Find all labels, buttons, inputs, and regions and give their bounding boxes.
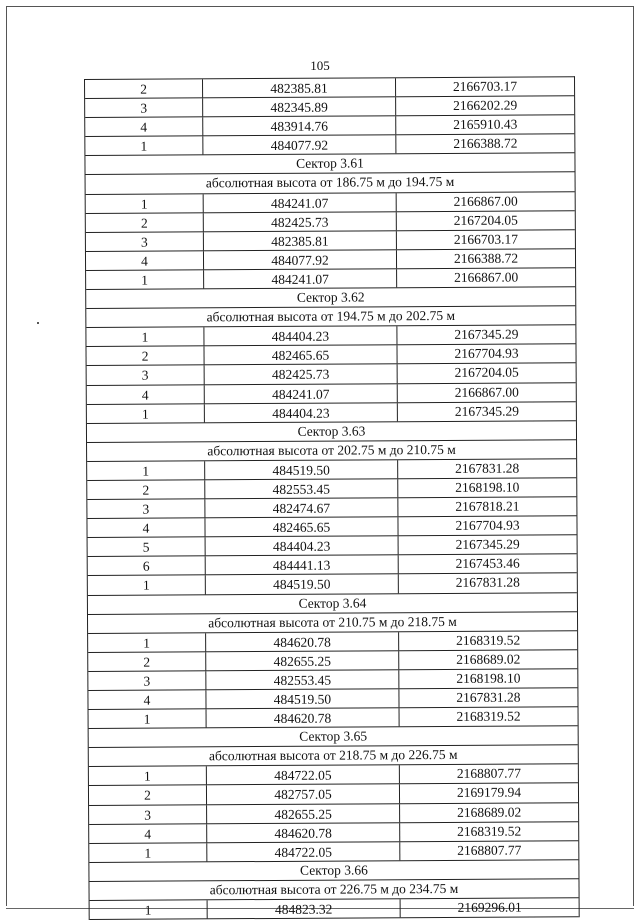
x-coordinate-cell: 484519.50 xyxy=(205,460,398,479)
point-number-cell: 4 xyxy=(89,824,207,843)
point-number-cell: 4 xyxy=(87,385,205,404)
point-number-cell: 1 xyxy=(89,767,207,786)
point-number-cell: 5 xyxy=(88,538,206,557)
x-coordinate-cell: 482385.81 xyxy=(203,78,396,97)
y-coordinate-cell: 2169296.01 xyxy=(457,899,522,915)
x-coordinate-cell: 484441.13 xyxy=(206,556,399,575)
sector-title: Сектор 3.66 xyxy=(89,860,578,882)
point-number-cell: 4 xyxy=(85,118,203,137)
point-number-cell: 2 xyxy=(86,347,204,366)
y-coordinate-cell: 2166703.17 xyxy=(452,78,518,94)
point-number-cell: 1 xyxy=(86,328,204,347)
x-coordinate-cell: 482425.73 xyxy=(204,212,397,231)
sector-title: Сектор 3.62 xyxy=(86,287,575,309)
x-coordinate-cell: 484823.32 xyxy=(208,899,401,918)
point-number-cell: 4 xyxy=(88,690,206,709)
y-coordinate-cell: 2168198.10 xyxy=(456,670,521,686)
y-coordinate-cell: 2167204.05 xyxy=(454,364,519,381)
y-coordinate-cell: 2168689.02 xyxy=(456,651,521,667)
point-number-cell: 1 xyxy=(89,843,207,862)
point-number-cell: 3 xyxy=(86,232,204,251)
y-coordinate-cell: 2167204.05 xyxy=(453,212,518,228)
y-coordinate-cell: 2168689.02 xyxy=(456,804,522,820)
point-number-cell: 2 xyxy=(86,213,204,232)
y-coordinate-cell: 2167453.46 xyxy=(455,555,520,572)
point-number-cell: 3 xyxy=(85,98,203,117)
x-coordinate-cell: 484519.50 xyxy=(206,689,399,708)
y-coordinate-cell: 2168807.77 xyxy=(457,842,522,858)
y-coordinate-cell: 2167831.28 xyxy=(456,689,521,705)
point-number-cell: 1 xyxy=(86,194,204,213)
x-coordinate-cell: 484404.23 xyxy=(204,326,397,345)
x-coordinate-cell: 484077.92 xyxy=(204,250,397,269)
x-coordinate-cell: 484404.23 xyxy=(205,403,398,422)
coordinates-table xyxy=(84,76,580,920)
y-coordinate-cell: 2166388.72 xyxy=(453,250,519,266)
point-number-cell: 3 xyxy=(87,499,205,518)
point-number-cell: 3 xyxy=(88,671,206,690)
point-number-cell: 2 xyxy=(88,652,206,671)
point-number-cell: 2 xyxy=(87,480,205,499)
point-number-cell: 3 xyxy=(87,366,205,385)
x-coordinate-cell: 482655.25 xyxy=(206,651,399,670)
y-coordinate-cell: 2167704.93 xyxy=(454,345,519,362)
y-coordinate-cell: 2168319.52 xyxy=(457,823,522,839)
x-coordinate-cell: 482385.81 xyxy=(204,231,397,250)
x-coordinate-cell: 482553.45 xyxy=(206,670,399,689)
x-coordinate-cell: 484241.07 xyxy=(205,384,398,403)
y-coordinate-cell: 2167831.28 xyxy=(455,460,520,476)
point-number-cell: 4 xyxy=(87,518,205,537)
x-coordinate-cell: 484620.78 xyxy=(206,632,399,651)
x-coordinate-cell: 484519.50 xyxy=(206,575,399,594)
sector-altitude: абсолютная высота от 226.75 м до 234.75 м xyxy=(89,879,578,901)
point-number-cell: 3 xyxy=(89,805,207,824)
y-coordinate-cell: 2167345.29 xyxy=(454,403,519,419)
y-coordinate-cell: 2167704.93 xyxy=(455,517,520,534)
x-coordinate-cell: 482655.25 xyxy=(207,804,400,823)
y-coordinate-cell: 2166867.00 xyxy=(453,193,518,209)
point-number-cell: 1 xyxy=(85,137,203,156)
y-coordinate-cell: 2167831.28 xyxy=(455,575,520,591)
sector-title: Сектор 3.63 xyxy=(87,421,576,443)
y-coordinate-cell: 2165910.43 xyxy=(453,116,518,133)
x-coordinate-cell: 484241.07 xyxy=(204,269,397,288)
sector-title: Сектор 3.65 xyxy=(89,726,578,748)
x-coordinate-cell: 482757.05 xyxy=(207,785,400,804)
sector-altitude: абсолютная высота от 202.75 м до 210.75 м xyxy=(87,440,576,462)
point-number-cell: 2 xyxy=(85,79,203,98)
x-coordinate-cell: 482465.65 xyxy=(205,517,398,536)
x-coordinate-cell: 484241.07 xyxy=(204,193,397,212)
point-number-cell: 6 xyxy=(88,557,206,576)
x-coordinate-cell: 484722.05 xyxy=(207,766,400,785)
y-coordinate-cell: 2168807.77 xyxy=(456,765,521,782)
x-coordinate-cell: 482474.67 xyxy=(205,498,398,517)
page-number: 105 xyxy=(310,58,330,73)
table-row xyxy=(90,898,579,920)
y-coordinate-cell: 2166867.00 xyxy=(454,384,519,400)
point-number-cell: 1 xyxy=(88,576,206,595)
point-number-cell: 1 xyxy=(87,404,205,423)
x-coordinate-cell: 482553.45 xyxy=(205,479,398,498)
y-coordinate-cell: 2167818.21 xyxy=(455,498,520,514)
y-coordinate-cell: 2168319.52 xyxy=(456,632,521,648)
point-number-cell: 1 xyxy=(87,461,205,480)
sector-altitude: абсолютная высота от 186.75 м до 194.75 м xyxy=(86,173,575,195)
x-coordinate-cell: 484404.23 xyxy=(206,537,399,556)
y-coordinate-cell: 2166703.17 xyxy=(453,231,519,247)
y-coordinate-cell: 2168198.10 xyxy=(455,479,520,495)
x-coordinate-cell: 484620.78 xyxy=(207,708,400,727)
y-coordinate-cell: 2166202.29 xyxy=(453,97,518,114)
sector-altitude: абсолютная высота от 218.75 м до 226.75 м xyxy=(89,746,578,768)
sector-altitude: абсолютная высота от 210.75 м до 218.75 м xyxy=(88,612,577,634)
sector-title: Сектор 3.61 xyxy=(85,154,574,176)
y-coordinate-cell: 2167345.29 xyxy=(455,536,520,553)
x-coordinate-cell: 482465.65 xyxy=(204,346,397,365)
x-coordinate-cell: 484077.92 xyxy=(203,136,396,155)
point-number-cell: 1 xyxy=(88,633,206,652)
point-number-cell: 2 xyxy=(89,786,207,805)
x-coordinate-cell: 483914.76 xyxy=(203,116,396,135)
sector-altitude: абсолютная высота от 194.75 м до 202.75 м xyxy=(86,306,575,328)
y-coordinate-cell: 2168319.52 xyxy=(456,708,521,725)
point-number-cell: 1 xyxy=(90,900,208,919)
y-coordinate-cell: 2166867.00 xyxy=(454,269,519,285)
y-coordinate-cell: 2166388.72 xyxy=(453,135,518,152)
point-number-cell: 1 xyxy=(86,270,204,289)
y-coordinate-cell: 2167345.29 xyxy=(454,326,519,343)
scan-speck xyxy=(37,322,39,324)
x-coordinate-cell: 484620.78 xyxy=(207,823,400,842)
sector-title: Сектор 3.64 xyxy=(88,593,577,615)
x-coordinate-cell: 482425.73 xyxy=(205,365,398,384)
x-coordinate-cell: 482345.89 xyxy=(203,97,396,116)
x-coordinate-cell: 484722.05 xyxy=(207,842,400,861)
y-coordinate-cell: 2169179.94 xyxy=(456,785,522,801)
point-number-cell: 1 xyxy=(89,709,207,728)
point-number-cell: 4 xyxy=(86,251,204,270)
